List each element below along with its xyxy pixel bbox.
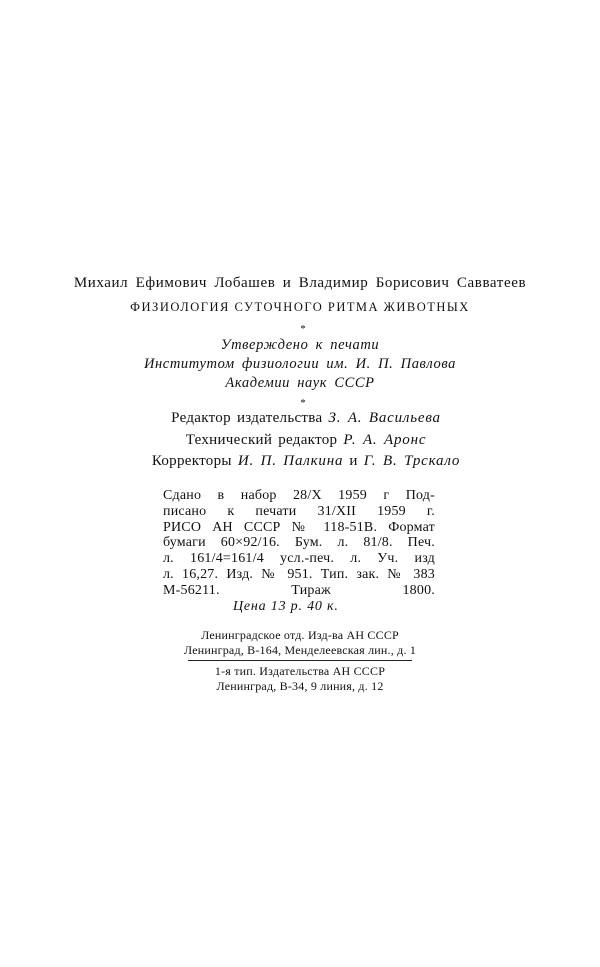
pubinfo-line: л. 161/4=161/4 усл.-печ. л. Уч. изд <box>163 551 435 567</box>
approval-statement <box>0 336 600 393</box>
pubinfo-line: бумаги 60×92/16. Бум. л. 81/8. Печ. <box>163 535 435 551</box>
editor-name: З. А. Васильева <box>328 410 441 426</box>
proofreaders-conjunction: и <box>349 453 358 469</box>
proofreaders-role: Корректоры <box>151 453 232 469</box>
approval-line-3: Академии наук СССР <box>225 375 375 391</box>
tech-editor-line <box>126 430 486 452</box>
pubinfo-line: РИСО АН СССР № 118-51В. Формат <box>163 519 435 535</box>
printing-house-line-1: 1-я тип. Издательства АН СССР <box>214 664 386 678</box>
price-line: Цена 13 р. 40 к. <box>233 598 339 614</box>
publication-details <box>163 488 435 614</box>
editors-credits <box>126 408 486 473</box>
separator-asterisk: * <box>300 323 306 335</box>
editor-line <box>126 408 486 430</box>
divider-rule <box>188 660 412 661</box>
approval-line-2: Институтом физиологии им. И. П. Павлова <box>143 356 457 372</box>
authors-line: Михаил Ефимович Лобашев и Владимир Борисович Савватеев <box>73 275 527 291</box>
approval-line-1: Утверждено к печати <box>220 337 380 353</box>
publisher-office <box>150 628 450 657</box>
separator-asterisk: * <box>300 397 306 409</box>
tech-editor-role: Технический редактор <box>185 431 338 448</box>
pubinfo-line: М-56211. Тираж 1800. <box>163 582 435 598</box>
tech-editor-name: Р. А. Аронс <box>343 431 427 448</box>
proofreaders-line <box>126 451 486 473</box>
editor-role: Редактор издательства <box>171 410 323 426</box>
pubinfo-line: Сдано в набор 28/X 1959 г Под- <box>163 488 435 503</box>
publisher-office-line-2: Ленинград, В-164, Менделеевская лин., д. 1 <box>183 642 417 657</box>
book-title: ФИЗИОЛОГИЯ СУТОЧНОГО РИТМА ЖИВОТНЫХ <box>130 300 470 314</box>
printing-house <box>150 664 450 693</box>
printing-house-line-2: Ленинград, В-34, 9 линия, д. 12 <box>216 678 384 693</box>
pubinfo-line: л. 16,27. Изд. № 951. Тип. зак. № 383 <box>163 566 435 582</box>
proofreader-name-1: И. П. Палкина <box>237 453 344 469</box>
publisher-office-line-1: Ленинградское отд. Изд-ва АН СССР <box>201 628 399 642</box>
proofreader-name-2: Г. В. Трскало <box>363 453 461 469</box>
pubinfo-line: писано к печати 31/XII 1959 г. <box>163 503 435 519</box>
